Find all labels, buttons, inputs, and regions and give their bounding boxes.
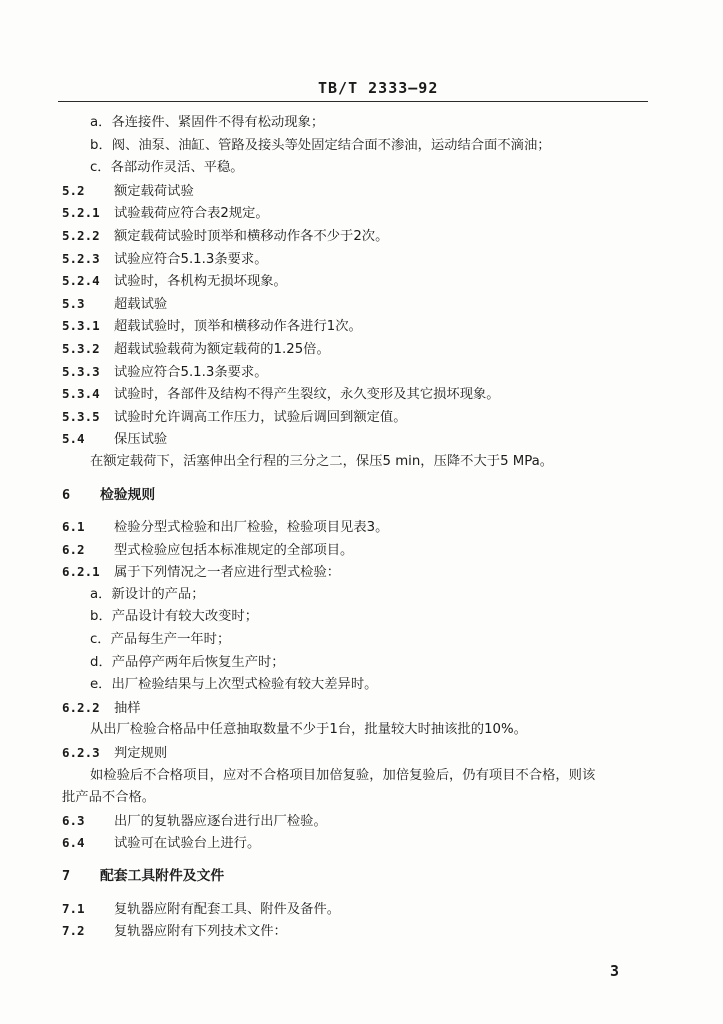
clause-text: a．新设计的产品；	[90, 586, 205, 602]
text-line	[62, 361, 652, 384]
text-line	[62, 428, 652, 451]
clause-text: 批产品不合格。	[62, 790, 156, 806]
clause-number: 7	[62, 868, 71, 884]
clause-text: 保压试验	[114, 432, 168, 448]
text-line	[62, 765, 652, 788]
clause-text: 试验时，各部件及结构不得产生裂纹，永久变形及其它损坏现象。	[114, 387, 500, 403]
clause-text: 复轨器应附有配套工具、附件及备件。	[114, 901, 341, 917]
text-line	[62, 742, 652, 765]
clause-number: 5.3	[62, 295, 85, 311]
text-line	[62, 810, 652, 833]
text-line	[62, 315, 652, 338]
text-line	[62, 652, 652, 675]
clause-number: 5.3.1	[62, 318, 100, 334]
clause-number: 5.3.2	[62, 340, 100, 356]
clause-text: 超载试验时，顶举和横移动作各进行1次。	[114, 319, 362, 335]
clause-number: 6.3	[62, 812, 85, 828]
header-rule	[58, 101, 648, 102]
clause-text: 如检验后不合格项目，应对不合格项目加倍复验，加倍复验后，仍有项目不合格，则该	[90, 767, 596, 783]
text-line	[62, 920, 652, 943]
clause-text: 试验可在试验台上进行。	[114, 836, 261, 852]
text-line	[62, 383, 652, 406]
clause-text: 配套工具附件及文件	[100, 868, 225, 884]
text-line	[62, 270, 652, 293]
text-line	[62, 561, 652, 584]
text-line	[62, 584, 652, 607]
clause-text: 从出厂检验合格品中任意抽取数量不少于1台，批量较大时抽该批的10%。	[90, 722, 527, 738]
clause-text: 出厂的复轨器应逐台进行出厂检验。	[114, 813, 327, 829]
clause-text: 型式检验应包括本标准规定的全部项目。	[114, 542, 354, 558]
clause-number: 6.2.1	[62, 564, 100, 580]
clause-number: 5.2	[62, 182, 85, 198]
clause-number: 6.2.2	[62, 699, 100, 715]
clause-text: b．产品设计有较大改变时；	[90, 609, 259, 625]
clause-number: 5.2.4	[62, 273, 100, 289]
clause-number: 5.2.2	[62, 227, 100, 243]
text-line	[62, 674, 652, 697]
text-line	[62, 135, 652, 158]
text-line	[62, 787, 652, 810]
clause-number: 6.2.3	[62, 745, 100, 761]
clause-number: 6.4	[62, 835, 85, 851]
clause-text: d．产品停产两年后恢复生产时；	[90, 654, 285, 670]
text-line	[62, 180, 652, 203]
clause-text: 试验载荷应符合表2规定。	[114, 206, 269, 222]
text-line	[62, 539, 652, 562]
clause-number: 6.2	[62, 541, 85, 557]
clause-text: 检验分型式检验和出厂检验，检验项目见表3。	[114, 520, 389, 536]
text-line	[62, 516, 652, 539]
clause-text: c．各部动作灵活、平稳。	[90, 160, 244, 176]
clause-text: c．产品每生产一年时；	[90, 632, 231, 648]
text-line	[62, 202, 652, 225]
text-line	[62, 606, 652, 629]
clause-text: 试验时允许调高工作压力，试验后调回到额定值。	[114, 409, 407, 425]
clause-text: 试验应符合5.1.3条要求。	[114, 364, 268, 380]
clause-number: 5.2.1	[62, 205, 100, 221]
text-line	[62, 112, 652, 135]
clause-number: 5.3.3	[62, 363, 100, 379]
clause-text: 试验时，各机构无损坏现象。	[114, 274, 287, 290]
clause-text: a．各连接件、紧固件不得有松动现象；	[90, 115, 325, 130]
clause-number: 7.1	[62, 900, 85, 916]
clause-number: 5.2.3	[62, 250, 100, 266]
clause-number: 6.1	[62, 519, 85, 535]
text-line	[62, 697, 652, 720]
standard-number-header: TB/T 2333—92	[318, 79, 439, 97]
clause-text: e．出厂检验结果与上次型式检验有较大差异时。	[90, 677, 378, 693]
text-line	[62, 451, 652, 474]
clause-number: 7.2	[62, 923, 85, 939]
clause-number: 5.3.5	[62, 408, 100, 424]
text-line	[62, 248, 652, 271]
clause-text: 试验应符合5.1.3条要求。	[114, 251, 268, 267]
clause-text: 判定规则	[114, 746, 168, 762]
clause-text: 额定载荷试验时顶举和横移动作各不少于2次。	[114, 228, 389, 244]
text-line	[62, 293, 652, 316]
text-line	[62, 338, 652, 361]
section-heading	[62, 484, 652, 507]
clause-text: 属于下列情况之一者应进行型式检验：	[114, 565, 341, 581]
clause-text: 超载试验	[114, 296, 168, 312]
text-line	[62, 157, 652, 180]
text-line	[62, 225, 652, 248]
text-line	[62, 832, 652, 855]
text-line	[62, 719, 652, 742]
text-line	[62, 629, 652, 652]
clause-number: 6	[62, 486, 71, 503]
section-heading	[62, 865, 652, 888]
clause-text: b．阀、油泵、油缸、管路及接头等处固定结合面不渗油，运动结合面不滴油；	[90, 137, 551, 153]
clause-text: 超载试验载荷为额定载荷的1.25倍。	[114, 341, 330, 357]
clause-text: 复轨器应附有下列技术文件：	[114, 924, 287, 940]
clause-text: 在额定载荷下，活塞伸出全行程的三分之二，保压5 min，压降不大于5 MPa。	[90, 453, 554, 469]
clause-text: 额定载荷试验	[114, 183, 194, 199]
page-number: 3	[610, 962, 620, 980]
clause-number: 5.3.4	[62, 386, 100, 402]
document-body	[62, 112, 652, 943]
clause-number: 5.4	[62, 431, 85, 447]
text-line	[62, 898, 652, 921]
clause-text: 抽样	[114, 700, 141, 716]
text-line	[62, 406, 652, 429]
clause-text: 检验规则	[100, 486, 156, 503]
